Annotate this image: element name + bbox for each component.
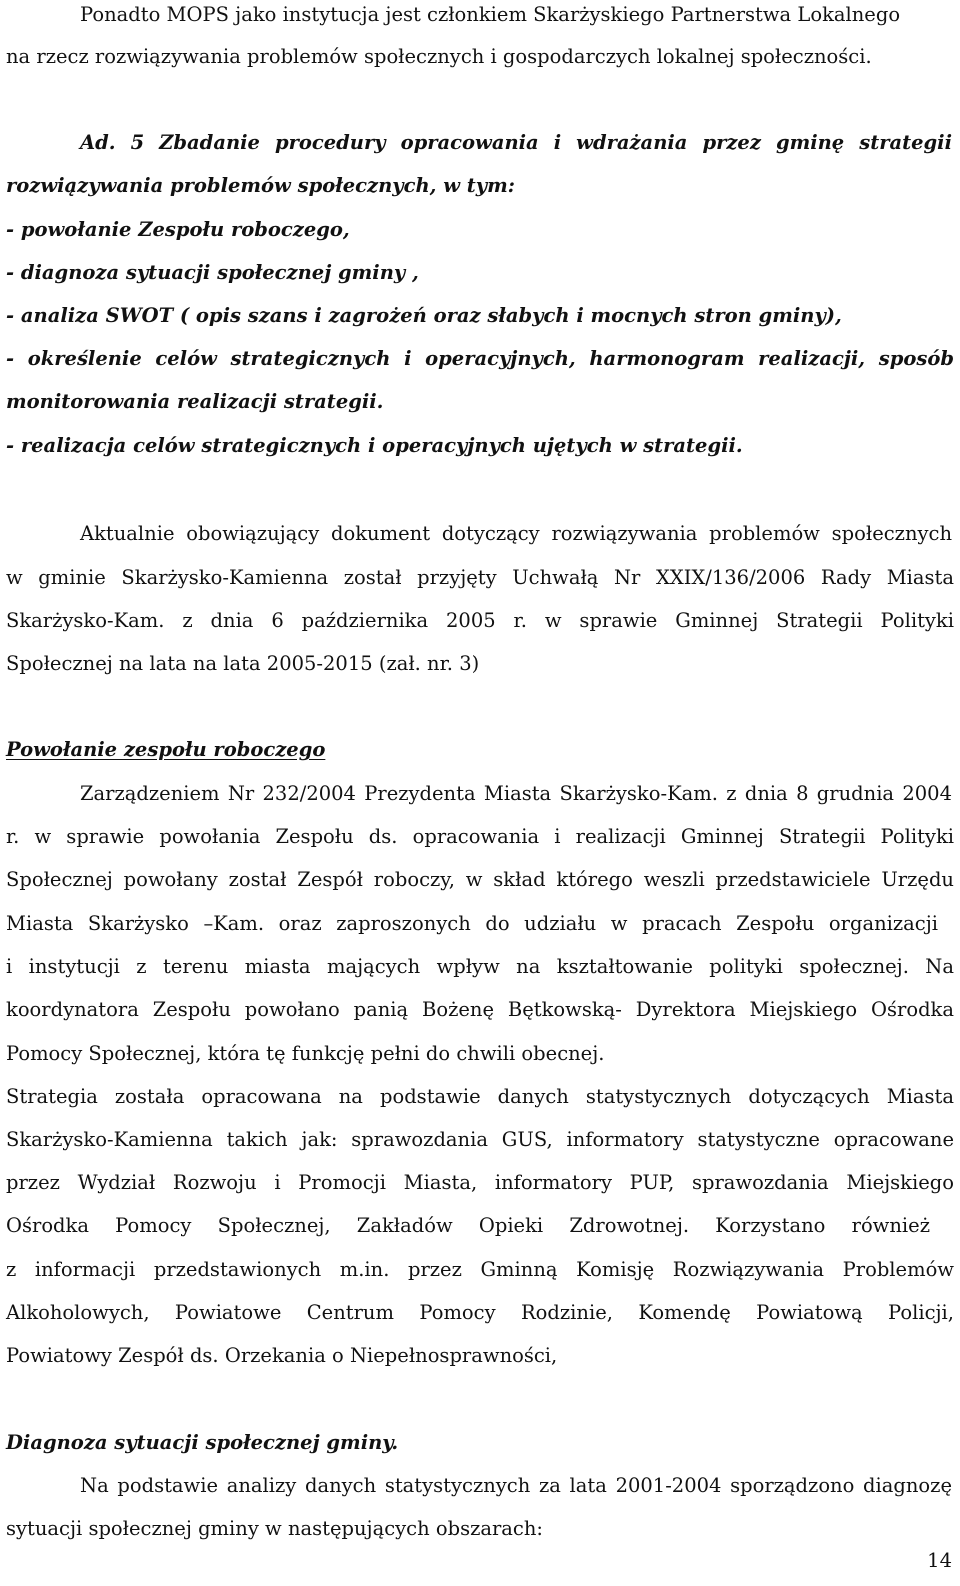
- ad5-item-team: - powołanie Zespołu roboczego,: [6, 218, 350, 241]
- team-section-heading: Powołanie zespołu roboczego: [6, 738, 326, 761]
- team-line-2: r. w sprawie powołania Zespołu ds. opracowania i realizacji Gminnej Strategii Polityki: [6, 825, 954, 848]
- strategy-line-5: z informacji przedstawionych m.in. przez Gminną Komisję Rozwiązywania Problemów: [6, 1258, 954, 1281]
- ad5-item-diagnosis: - diagnoza sytuacji społecznej gminy ,: [6, 261, 419, 284]
- team-line-3: Społecznej powołany został Zespół roboczy, w skład którego weszli przedstawiciele Urzędu: [6, 868, 954, 891]
- strategy-line-6: Alkoholowych, Powiatowe Centrum Pomocy Rodzinie, Komendę Powiatową Policji,: [6, 1301, 954, 1324]
- page-number: 14: [927, 1549, 952, 1572]
- diagnosis-line-1: Na podstawie analizy danych statystycznych za lata 2001-2004 sporządzono diagnozę: [80, 1474, 952, 1497]
- strategy-line-3: przez Wydział Rozwoju i Promocji Miasta, informatory PUP, sprawozdania Miejskiego: [6, 1171, 954, 1194]
- team-line-7: Pomocy Społecznej, która tę funkcję pełni do chwili obecnej.: [6, 1042, 605, 1065]
- current-document-line-3: Skarżysko-Kam. z dnia 6 października 2005 r. w sprawie Gminnej Strategii Polityki: [6, 609, 954, 632]
- ad5-item-swot: - analiza SWOT ( opis szans i zagrożeń oraz słabych i mocnych stron gminy),: [6, 304, 842, 327]
- diagnosis-line-2: sytuacji społecznej gminy w następujących obszarach:: [6, 1517, 543, 1540]
- ad5-item-goals: - określenie celów strategicznych i operacyjnych, harmonogram realizacji, sposób: [6, 347, 954, 370]
- strategy-line-7: Powiatowy Zespół ds. Orzekania o Niepełnosprawności,: [6, 1344, 558, 1367]
- top-paragraph-line-2: na rzecz rozwiązywania problemów społecznych i gospodarczych lokalnej społeczności.: [6, 45, 872, 68]
- strategy-line-4: Ośrodka Pomocy Społecznej, Zakładów Opieki Zdrowotnej. Korzystano również: [6, 1214, 930, 1237]
- top-paragraph-line-1: Ponadto MOPS jako instytucja jest członkiem Skarżyskiego Partnerstwa Lokalnego: [80, 3, 901, 26]
- team-line-1: Zarządzeniem Nr 232/2004 Prezydenta Miasta Skarżysko-Kam. z dnia 8 grudnia 2004: [80, 782, 952, 805]
- ad5-item-realization: - realizacja celów strategicznych i operacyjnych ujętych w strategii.: [6, 434, 743, 457]
- ad5-title-line: Ad. 5 Zbadanie procedury opracowania i wdrażania przez gminę strategii: [80, 131, 952, 154]
- diagnosis-section-heading: Diagnoza sytuacji społecznej gminy.: [6, 1431, 399, 1454]
- current-document-line-4: Społecznej na lata na lata 2005-2015 (zał. nr. 3): [6, 652, 480, 675]
- current-document-line-1: Aktualnie obowiązujący dokument dotyczący rozwiązywania problemów społecznych: [80, 522, 952, 545]
- ad5-item-goals-cont: monitorowania realizacji strategii.: [6, 390, 384, 413]
- team-line-5: i instytucji z terenu miasta mających wpływ na kształtowanie polityki społecznej. Na: [6, 955, 954, 978]
- team-line-4: Miasta Skarżysko –Kam. oraz zaproszonych do udziału w pracach Zespołu organizacji: [6, 912, 938, 935]
- team-line-6: koordynatora Zespołu powołano panią Bożenę Bętkowską- Dyrektora Miejskiego Ośrodka: [6, 998, 954, 1021]
- current-document-line-2: w gminie Skarżysko-Kamienna został przyjęty Uchwałą Nr XXIX/136/2006 Rady Miasta: [6, 566, 954, 589]
- strategy-line-2: Skarżysko-Kamienna takich jak: sprawozdania GUS, informatory statystyczne opracowane: [6, 1128, 954, 1151]
- strategy-line-1: Strategia została opracowana na podstawie danych statystycznych dotyczących Miasta: [6, 1085, 954, 1108]
- ad5-line-2: rozwiązywania problemów społecznych, w tym:: [6, 174, 515, 197]
